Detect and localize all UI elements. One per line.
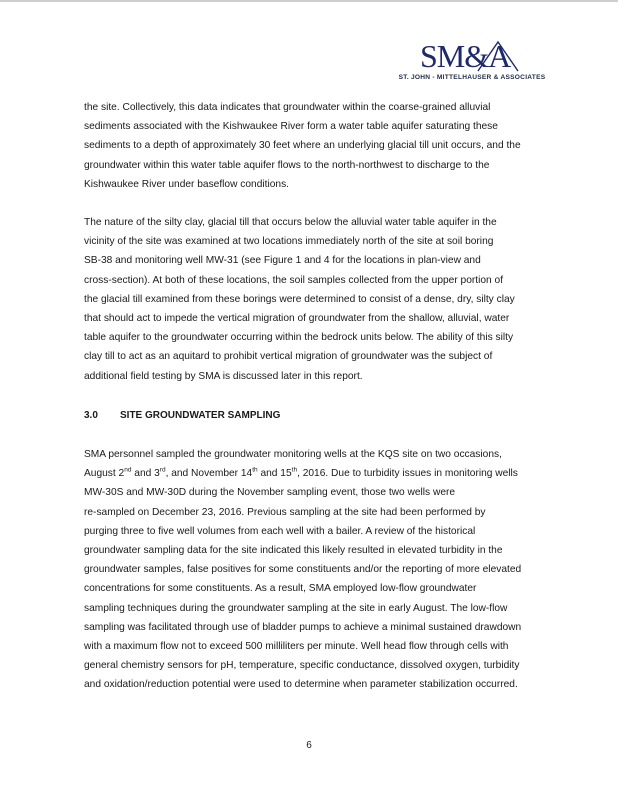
text-line: SB-38 and monitoring well MW-31 (see Figure 1 and 4 for the locations in plan-view and xyxy=(84,255,481,267)
text-line: groundwater samples, false positives for some constituents and/or the reporting of more elevated xyxy=(84,564,522,576)
text-line: general chemistry sensors for pH, temperature, specific conductance, dissolved oxygen, turbidity xyxy=(84,660,520,672)
text-line: The nature of the silty clay, glacial till that occurs below the alluvial water table aquifer in the xyxy=(84,217,497,229)
text-line: that should act to impede the vertical migration of groundwater from the shallow, alluvial, water xyxy=(84,313,510,325)
text-line: sediments to a depth of approximately 30 feet where an underlying glacial till unit occurs, and the xyxy=(84,140,521,152)
company-logo xyxy=(398,38,546,84)
text-line: with a maximum flow not to exceed 500 milliliters per minute. Well head flow through cells with xyxy=(84,641,509,653)
text-line: groundwater sampling data for the site indicated this likely resulted in elevated turbidity in the xyxy=(84,545,503,557)
text-line: SMA personnel sampled the groundwater monitoring wells at the KQS site on two occasions, xyxy=(84,449,502,461)
text-line: sampling was facilitated through use of bladder pumps to achieve a minimal sustained drawdown xyxy=(84,621,522,633)
text-line: concentrations for some constituents. As a result, SMA employed low-flow groundwater xyxy=(84,583,477,595)
text-line: the site. Collectively, this data indicates that groundwater within the coarse-grained alluvial xyxy=(84,102,491,113)
paragraph xyxy=(84,98,544,194)
text-line: clay till to act as an aquitard to prohibit vertical migration of groundwater was the subject of xyxy=(84,351,493,363)
text-run: and 15 xyxy=(257,468,292,480)
text-line: cross-section). At both of these locations, the soil samples collected from the upper portion of xyxy=(84,274,504,286)
paragraph xyxy=(84,213,544,386)
section-heading xyxy=(84,406,544,425)
logo-text: SM&A xyxy=(420,38,511,72)
text-run: , 2016. Due to turbidity issues in monitoring wells xyxy=(297,468,518,480)
text-line xyxy=(84,464,544,483)
text-line: vicinity of the site was examined at two locations immediately north of the site at soil boring xyxy=(84,236,494,248)
text-line: sediments associated with the Kishwaukee River form a water table aquifer saturating these xyxy=(84,121,498,133)
text-line: groundwater within this water table aquifer flows to the north-northwest to discharge to the xyxy=(84,159,490,171)
page-number: 6 xyxy=(306,740,312,751)
sma-logo-mark xyxy=(420,38,520,72)
top-rule xyxy=(0,0,618,2)
text-line: additional field testing by SMA is discussed later in this report. xyxy=(84,370,363,382)
text-line: MW-30S and MW-30D during the November sampling event, those two wells were xyxy=(84,487,456,499)
section-number: 3.0 xyxy=(84,409,98,421)
ordinal-suffix: th xyxy=(252,466,258,474)
text-line: re-sampled on December 23, 2016. Previous sampling at the site had been performed by xyxy=(84,506,486,518)
ordinal-suffix: nd xyxy=(124,466,132,474)
text-line: table aquifer to the groundwater occurring within the bedrock units below. The ability of this silty xyxy=(84,332,514,344)
text-run: August 2 xyxy=(84,468,125,480)
text-run: and 3 xyxy=(131,468,160,480)
text-line: purging three to five well volumes from each well with a bailer. A review of the historical xyxy=(84,525,476,537)
text-line: the glacial till examined from these borings were determined to consist of a dense, dry, silty clay xyxy=(84,293,515,305)
text-line: Kishwaukee River under baseflow conditions. xyxy=(84,178,289,190)
paragraph xyxy=(84,445,544,695)
text-line: sampling techniques during the groundwater sampling at the site in early August. The low-flow xyxy=(84,602,508,614)
company-name: ST. JOHN - MITTELHAUSER & ASSOCIATES xyxy=(398,74,546,81)
text-line: and oxidation/reduction potential were used to determine when parameter stabilization occurred. xyxy=(84,679,518,691)
ordinal-suffix: th xyxy=(291,466,298,474)
document-body xyxy=(84,98,544,695)
ordinal-suffix: rd xyxy=(159,466,166,474)
section-title: SITE GROUNDWATER SAMPLING xyxy=(120,409,281,421)
text-run: , and November 14 xyxy=(165,468,253,480)
